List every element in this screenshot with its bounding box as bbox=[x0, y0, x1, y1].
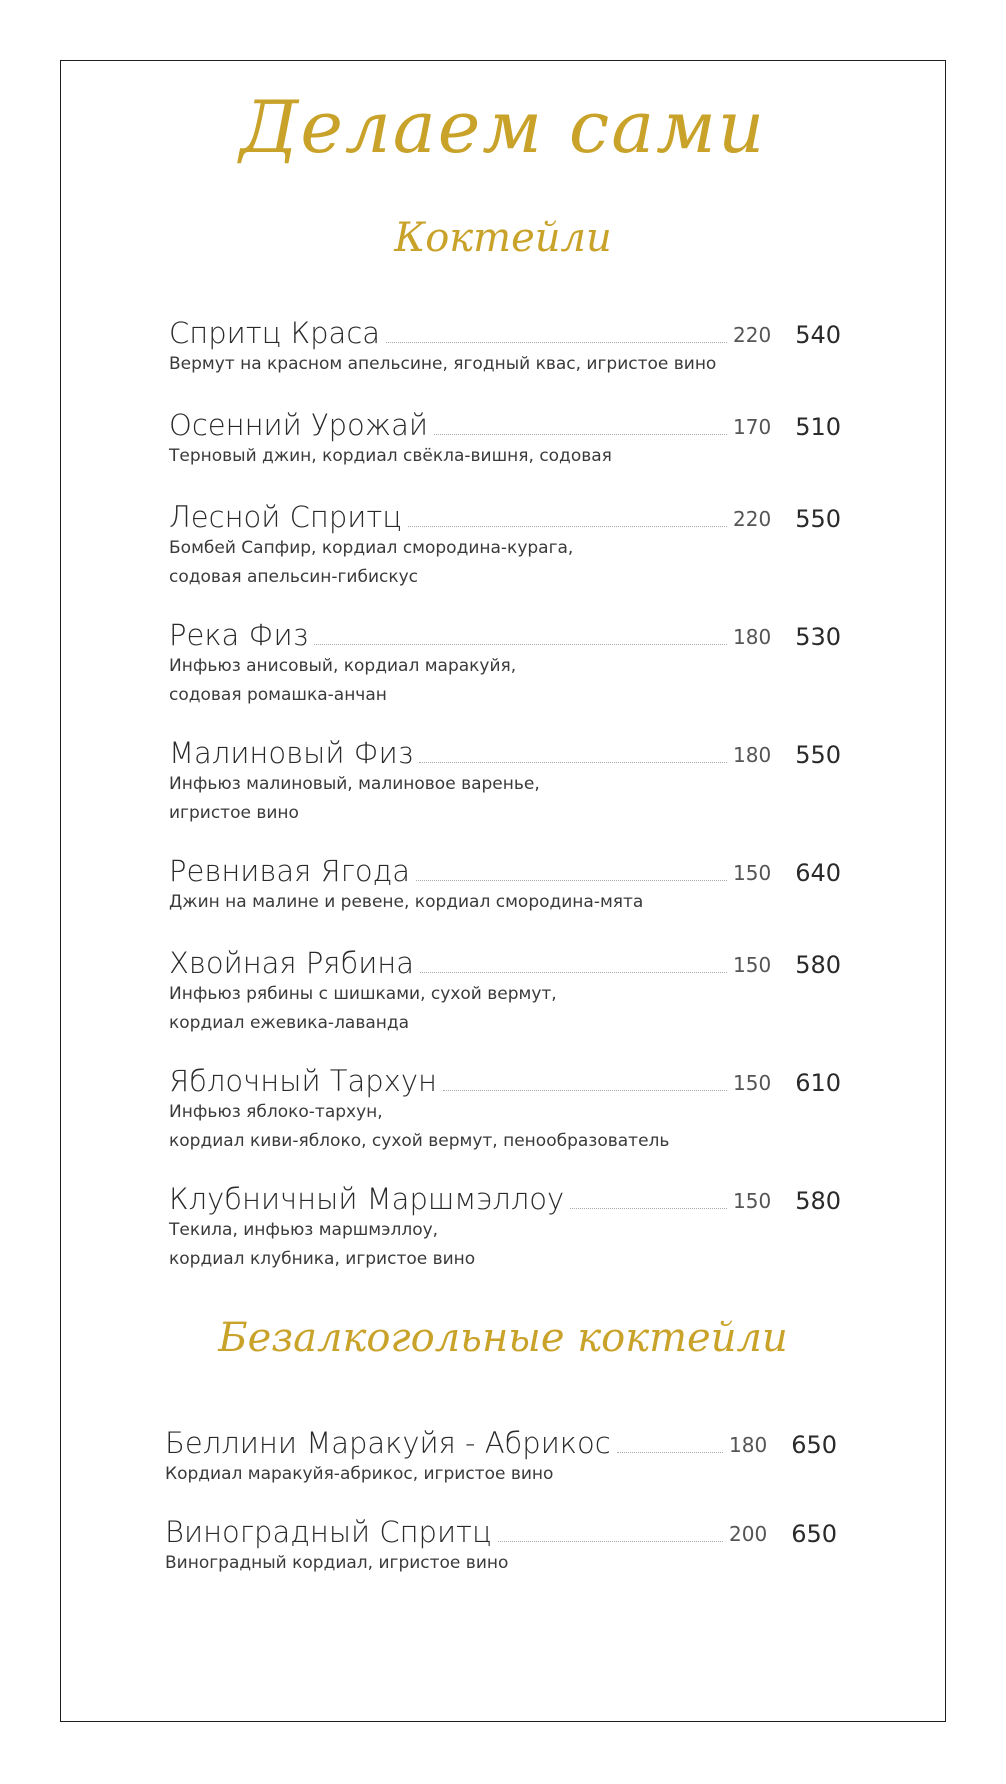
item-description: Джин на малине и ревене, кордиал смородина-мята bbox=[169, 892, 644, 912]
dotted-leader bbox=[617, 1452, 723, 1453]
non-alcoholic-list bbox=[165, 1420, 837, 1589]
item-price: 650 bbox=[791, 1520, 837, 1548]
item-volume: 200 bbox=[729, 1522, 768, 1546]
dotted-leader bbox=[419, 762, 727, 763]
item-name: Хвойная Рябина bbox=[169, 946, 415, 980]
item-name: Беллини Маракуйя - Абрикос bbox=[165, 1426, 611, 1460]
menu-item-row bbox=[169, 1176, 841, 1216]
item-volume: 150 bbox=[733, 1071, 772, 1095]
item-description: кордиал ежевика-лаванда bbox=[169, 1013, 410, 1033]
dotted-leader bbox=[314, 644, 727, 645]
menu-item bbox=[169, 402, 841, 494]
menu-item bbox=[169, 1058, 841, 1176]
menu-item bbox=[169, 310, 841, 402]
menu-item bbox=[169, 1176, 841, 1269]
menu-item bbox=[169, 848, 841, 940]
item-name: Малиновый Физ bbox=[169, 736, 414, 770]
item-volume: 170 bbox=[733, 415, 772, 439]
item-price: 650 bbox=[791, 1431, 837, 1459]
item-name: Спритц Краса bbox=[169, 316, 381, 350]
dotted-leader bbox=[570, 1208, 727, 1209]
item-description: кордиал киви-яблоко, сухой вермут, пенообразователь bbox=[169, 1131, 670, 1151]
menu-item-row bbox=[169, 848, 841, 888]
item-description: Кордиал маракуйя-абрикос, игристое вино bbox=[165, 1464, 554, 1484]
menu-item bbox=[165, 1420, 837, 1509]
section-heading-non-alcoholic: Безалкогольные коктейли bbox=[218, 1315, 788, 1361]
dotted-leader bbox=[386, 342, 727, 343]
item-name: Виноградный Спритц bbox=[165, 1515, 492, 1549]
item-name: Река Физ bbox=[169, 618, 309, 652]
menu-item-row bbox=[169, 310, 841, 350]
item-volume: 150 bbox=[733, 1189, 772, 1213]
item-price: 530 bbox=[795, 623, 841, 651]
item-volume: 150 bbox=[733, 953, 772, 977]
item-price: 610 bbox=[795, 1069, 841, 1097]
item-description: Вермут на красном апельсине, ягодный квас, игристое вино bbox=[169, 354, 717, 374]
item-volume: 220 bbox=[733, 323, 772, 347]
menu-item-row bbox=[165, 1420, 837, 1460]
menu-item-row bbox=[169, 494, 841, 534]
menu-item bbox=[169, 494, 841, 612]
cocktails-list bbox=[169, 310, 841, 1269]
menu-item bbox=[169, 730, 841, 848]
item-name: Яблочный Тархун bbox=[169, 1064, 437, 1098]
item-description: Текила, инфьюз маршмэллоу, bbox=[169, 1220, 439, 1240]
item-description: Виноградный кордиал, игристое вино bbox=[165, 1553, 509, 1573]
item-description: Терновый джин, кордиал свёкла-вишня, содовая bbox=[169, 446, 612, 466]
item-description: Инфьюз малиновый, малиновое варенье, bbox=[169, 774, 540, 794]
item-volume: 180 bbox=[729, 1433, 768, 1457]
menu-item bbox=[165, 1509, 837, 1589]
item-price: 640 bbox=[795, 859, 841, 887]
menu-item bbox=[169, 940, 841, 1058]
item-volume: 150 bbox=[733, 861, 772, 885]
item-price: 580 bbox=[795, 951, 841, 979]
item-description: содовая ромашка-анчан bbox=[169, 685, 387, 705]
menu-item-row bbox=[169, 730, 841, 770]
item-price: 580 bbox=[795, 1187, 841, 1215]
item-description: содовая апельсин-гибискус bbox=[169, 567, 419, 587]
menu-item-row bbox=[169, 940, 841, 980]
item-price: 510 bbox=[795, 413, 841, 441]
dotted-leader bbox=[434, 434, 727, 435]
item-description: Инфьюз анисовый, кордиал маракуйя, bbox=[169, 656, 517, 676]
item-description: кордиал клубника, игристое вино bbox=[169, 1249, 476, 1269]
item-name: Лесной Спритц bbox=[169, 500, 402, 534]
dotted-leader bbox=[443, 1090, 727, 1091]
item-description: игристое вино bbox=[169, 803, 299, 823]
menu-item-row bbox=[169, 402, 841, 442]
menu-item bbox=[169, 612, 841, 730]
item-description: Бомбей Сапфир, кордиал смородина-курага, bbox=[169, 538, 574, 558]
item-price: 550 bbox=[795, 505, 841, 533]
menu-item-row bbox=[169, 1058, 841, 1098]
item-price: 550 bbox=[795, 741, 841, 769]
item-description: Инфьюз яблоко-тархун, bbox=[169, 1102, 383, 1122]
section-heading-cocktails: Коктейли bbox=[394, 215, 612, 261]
dotted-leader bbox=[420, 972, 727, 973]
item-price: 540 bbox=[795, 321, 841, 349]
menu-item-row bbox=[169, 612, 841, 652]
item-volume: 220 bbox=[733, 507, 772, 531]
item-volume: 180 bbox=[733, 743, 772, 767]
item-name: Осенний Урожай bbox=[169, 408, 428, 442]
item-name: Ревнивая Ягода bbox=[169, 854, 411, 888]
menu-item-row bbox=[165, 1509, 837, 1549]
dotted-leader bbox=[408, 526, 727, 527]
dotted-leader bbox=[416, 880, 727, 881]
item-name: Клубничный Маршмэллоу bbox=[169, 1182, 565, 1216]
item-description: Инфьюз рябины с шишками, сухой вермут, bbox=[169, 984, 557, 1004]
item-volume: 180 bbox=[733, 625, 772, 649]
page-title: Делаем сами bbox=[239, 85, 767, 169]
dotted-leader bbox=[498, 1541, 723, 1542]
